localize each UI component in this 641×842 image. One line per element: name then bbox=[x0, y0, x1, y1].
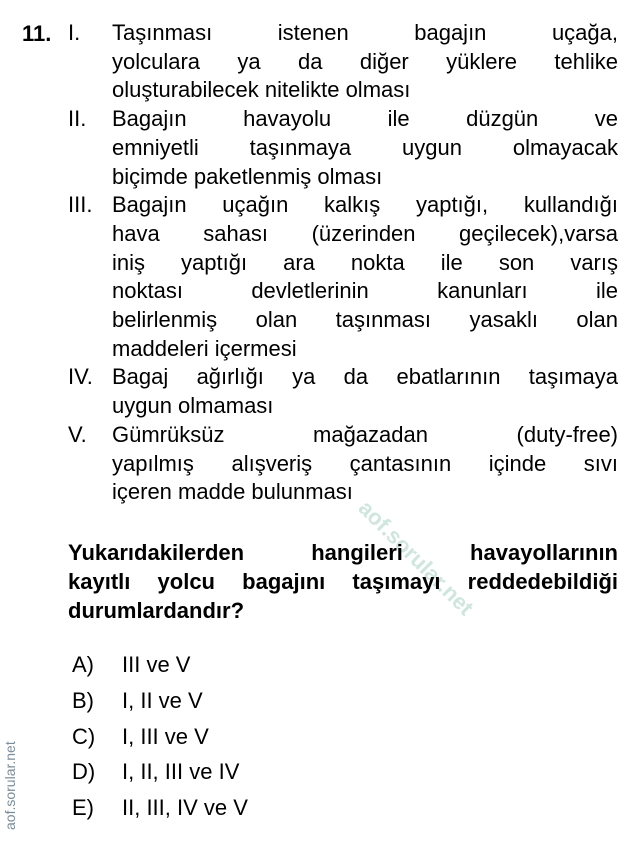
statement-line: emniyetli taşınmaya uygun olmayacak bbox=[112, 134, 618, 160]
side-watermark: aof.sorular.net bbox=[2, 741, 18, 830]
statement-line: biçimde paketlenmiş olması bbox=[112, 163, 383, 189]
statement-line: içeren madde bulunması bbox=[112, 479, 353, 505]
statement-line: Gümrüksüz mağazadan (duty-free) bbox=[112, 421, 618, 447]
statement-list bbox=[68, 19, 618, 507]
statement-item bbox=[68, 105, 618, 191]
statement-numeral: IV. bbox=[68, 364, 93, 390]
question-line: Yukarıdakilerden hangileri havayollarının bbox=[68, 540, 618, 565]
statement-line: maddeleri içermesi bbox=[112, 335, 297, 361]
option-letter: B) bbox=[72, 687, 94, 713]
statement-line: hava sahası (üzerinden geçilecek),varsa bbox=[112, 220, 618, 246]
option-text: I, II ve V bbox=[122, 687, 203, 713]
option-letter: A) bbox=[72, 652, 94, 677]
option-d[interactable] bbox=[72, 754, 248, 790]
statement-item bbox=[68, 191, 618, 363]
option-a[interactable] bbox=[72, 647, 248, 683]
statement-line: yapılmış alışveriş çantasının içinde sıvı bbox=[112, 450, 618, 476]
statement-numeral: III. bbox=[68, 192, 93, 218]
statement-line: Taşınması istenen bagajın uçağa, bbox=[112, 20, 618, 45]
statement-item bbox=[68, 421, 618, 507]
option-text: II, III, IV ve V bbox=[122, 795, 248, 821]
option-text: I, III ve V bbox=[122, 723, 209, 749]
statement-item bbox=[68, 19, 618, 105]
answer-options bbox=[72, 647, 248, 826]
question-stem bbox=[68, 538, 618, 625]
statement-text bbox=[112, 191, 618, 363]
option-e[interactable] bbox=[72, 790, 248, 826]
statement-line: uygun olmaması bbox=[112, 393, 274, 419]
statement-line: noktası devletlerinin kanunları ile bbox=[112, 278, 618, 304]
option-letter: D) bbox=[72, 759, 96, 785]
question-line: kayıtlı yolcu bagajını taşımayı reddedebildiği bbox=[68, 569, 618, 594]
statement-line: Bagajın uçağın kalkış yaptığı, kullandığı bbox=[112, 192, 618, 218]
statement-line: yolculara ya da diğer yüklere tehlike bbox=[112, 48, 618, 74]
statement-numeral: V. bbox=[68, 421, 87, 447]
statement-text bbox=[112, 363, 618, 420]
option-c[interactable] bbox=[72, 719, 248, 755]
question-line: durumlardandır? bbox=[68, 598, 245, 623]
option-letter: E) bbox=[72, 795, 94, 821]
watermark: aof.sorular.net bbox=[353, 495, 479, 621]
option-text: III ve V bbox=[122, 652, 191, 677]
statement-text bbox=[112, 19, 618, 105]
question-number: 11. bbox=[22, 21, 52, 46]
option-text: I, II, III ve IV bbox=[122, 759, 240, 785]
statement-line: belirlenmiş olan taşınması yasaklı olan bbox=[112, 307, 618, 333]
statement-text bbox=[112, 105, 618, 191]
statement-numeral: II. bbox=[68, 106, 87, 132]
statement-line: Bagajın havayolu ile düzgün ve bbox=[112, 106, 618, 132]
option-letter: C) bbox=[72, 723, 96, 749]
statement-text bbox=[112, 421, 618, 507]
statement-line: Bagaj ağırlığı ya da ebatlarının taşımaya bbox=[112, 364, 618, 390]
option-b[interactable] bbox=[72, 683, 248, 719]
statement-line: iniş yaptığı ara nokta ile son varış bbox=[112, 249, 618, 275]
statement-numeral: I. bbox=[68, 20, 81, 45]
statement-item bbox=[68, 363, 618, 420]
statement-line: oluşturabilecek nitelikte olması bbox=[112, 77, 411, 103]
